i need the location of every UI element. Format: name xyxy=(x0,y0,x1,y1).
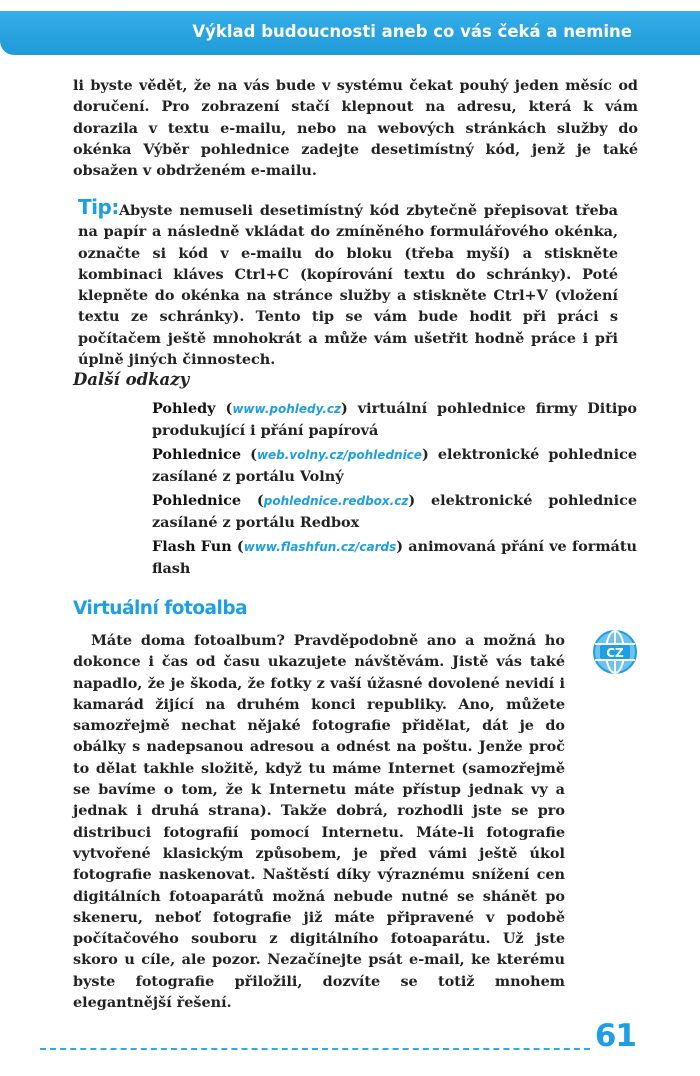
footer-dashed-line xyxy=(40,1048,590,1050)
section-body-paragraph: Máte doma fotoalbum? Pravděpodobně ano a možná ho dokonce i čas od času ukazujete návštěvám. Jistě vás také napadlo, že je škoda, že fotky z vaší úžasné dovolené nevidí i kamarád žijící na druhém konci republiky. Ano, můžete samozřejmě nechat nějaké fotografie přidělat, dát je do obálky s nadepsanou adresou a odnést na poštu. Jenže proč to dělat takhle složitě, když tu máme Internet (samozřejmě se bavíme o tom, že k Internetu máte přístup jednak vy a jednak i druhá strana). Takže dobrá, rozhodli jste se pro distribuci fotografií pomocí Internetu. Máte-li fotografie vytvořené klasickým způsobem, je před vámi ještě úkol fotografie naskenovat. Naštěstí díky výraznému snížení cen digitálních fotoaparátů možná nebude nutné se shánět po skeneru, neboť fotografie již máte připravené v podobě počítačového souboru z digitálního fotoaparátu. Už jste skoro u cíle, ale pozor. Nezačínejte psát e-mail, ke kterému byste fotografie přiložili, dozvíte se totiž mnohem elegantnější řešení. xyxy=(73,632,565,1012)
section-heading: Virtuální fotoalba xyxy=(73,598,248,619)
tip-paragraph: Abyste nemuseli desetimístný kód zbytečně přepisovat třeba na papír a následně vkládat do zmíněného formulářového okénka, označte si kód v e-mailu do bloku (třeba myší) a stiskněte kombinaci kláves Ctrl+C (kopírování textu do schránky). Poté klepněte do okénka na stránce služby a stiskněte Ctrl+V (vložení textu ze schránky). Tento tip se vám bude hodit při práci s počítačem ještě mnohokrát a může vám ušetřit hodně práce i při úplně jiných činnostech. xyxy=(78,202,618,369)
page-header-title: Výklad budoucnosti aneb co vás čeká a nemine xyxy=(192,22,632,41)
link-name: Flash Fun xyxy=(152,538,232,555)
link-entry: Flash Fun (www.flashfun.cz/cards) animovaná přání ve formátu flash xyxy=(152,538,637,578)
link-description: elektronické pohlednice zasílané z portálu Redbox xyxy=(152,492,637,532)
intro-paragraph: li byste vědět, že na vás bude v systému čekat pouhý jeden měsíc od doručení. Pro zobrazení stačí klepnout na adresu, která k vám dorazila v textu e-mailu, nebo na webových stránkách služby do okénka Výběr pohlednice zadejte desetimístný kód, jenž je také obsažen v obdrženém e-mailu. xyxy=(73,77,638,180)
link-name: Pohledy xyxy=(152,400,216,417)
link-entry: Pohlednice (pohlednice.redbox.cz) elektronické pohlednice zasílané z portálu Redbox xyxy=(152,492,637,532)
link-url[interactable]: www.pohledy.cz xyxy=(232,402,341,416)
link-url[interactable]: web.volny.cz/pohlednice xyxy=(256,448,422,462)
link-description: animovaná přání ve formátu flash xyxy=(152,538,637,578)
link-name: Pohlednice xyxy=(152,492,242,509)
link-url[interactable]: www.flashfun.cz/cards xyxy=(243,540,397,554)
link-url[interactable]: pohlednice.redbox.cz xyxy=(263,494,409,508)
tip-label: Tip: xyxy=(78,195,119,219)
link-description: virtuální pohlednice firmy Ditipo produkující i přání papírová xyxy=(152,400,637,440)
link-entry: Pohlednice (web.volny.cz/pohlednice) elektronické pohlednice zasílané z portálu Volný xyxy=(152,446,638,486)
globe-icon-label: CZ xyxy=(606,646,624,660)
link-entry: Pohledy (www.pohledy.cz) virtuální pohlednice firmy Ditipo produkující i přání papírová xyxy=(152,400,637,440)
links-heading: Další odkazy xyxy=(73,370,190,389)
link-name: Pohlednice xyxy=(152,446,242,463)
page-number: 61 xyxy=(594,1018,636,1054)
globe-cz-icon xyxy=(591,628,639,676)
link-description: elektronické pohlednice zasílané z portálu Volný xyxy=(152,446,638,486)
